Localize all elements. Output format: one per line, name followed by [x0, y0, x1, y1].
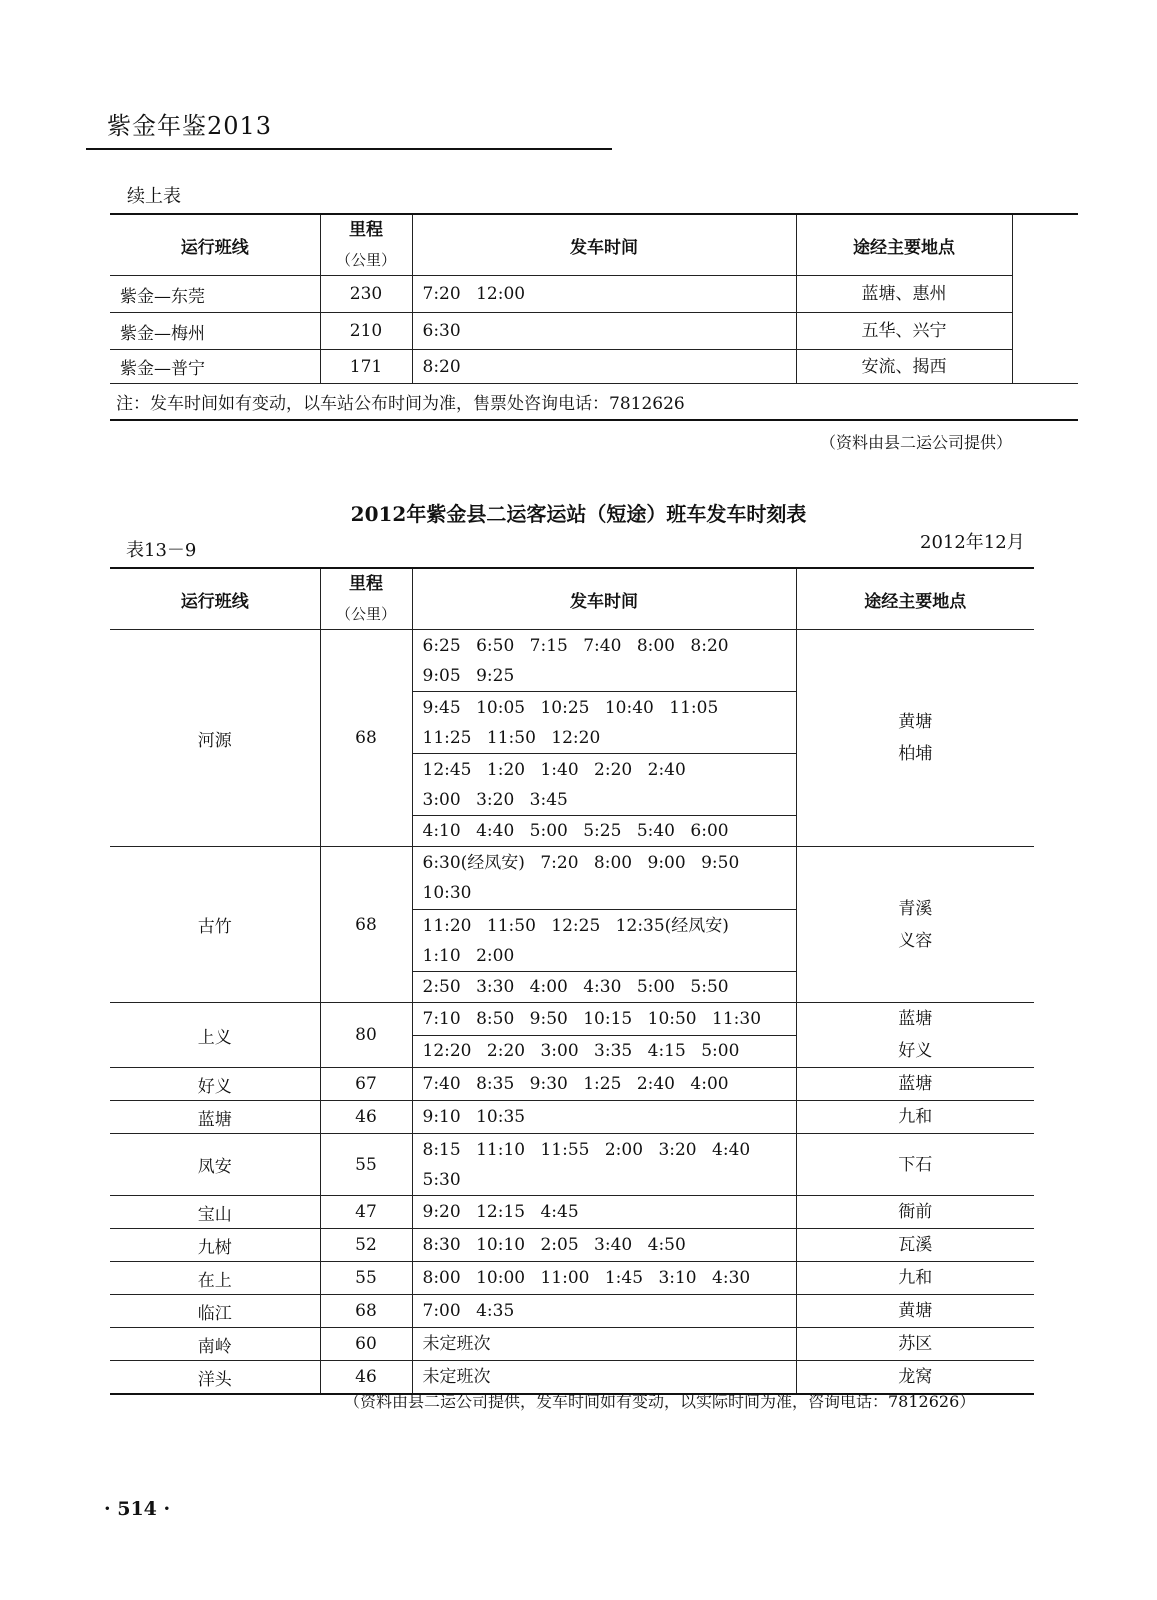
times-line: 10:30 — [422, 883, 472, 903]
route-cell: 洋头 — [110, 1361, 320, 1395]
table-continued — [110, 213, 1078, 421]
times-line: 5:30 — [422, 1169, 461, 1190]
via-line: 黄塘 — [898, 712, 933, 732]
note-row — [110, 384, 1078, 420]
times-cell: 8:20 — [412, 350, 796, 384]
via-cell: 黄塘 — [796, 1295, 1034, 1328]
via-cell — [796, 847, 1034, 1003]
times-cell: 2:50 3:30 4:00 4:30 5:00 5:50 — [412, 972, 796, 1003]
header-mileage-unit: （公里） — [335, 251, 396, 269]
route-cell: 九树 — [110, 1229, 320, 1262]
via-line: 柏埔 — [898, 744, 933, 764]
times-line: 8:15 11:10 11:55 2:00 3:20 4:40 — [422, 1139, 751, 1160]
header-via: 途经主要地点 — [796, 568, 1034, 630]
times-cell: 6:30 — [412, 313, 796, 350]
header-mileage-label: 里程 — [349, 220, 383, 240]
times-cell: 7:20 12:00 — [412, 276, 796, 313]
source-note: （资料由县二运公司提供） — [820, 433, 1013, 452]
route-cell: 河源 — [110, 630, 320, 847]
via-cell: 蓝塘、惠州 — [796, 276, 1012, 313]
via-cell: 五华、兴宁 — [796, 313, 1012, 350]
times-line: 3:00 3:20 3:45 — [422, 789, 568, 810]
via-cell — [796, 1003, 1034, 1068]
table1-blank-cell — [1012, 313, 1078, 350]
mileage-cell: 52 — [320, 1229, 412, 1262]
table-note: 注：发车时间如有变动，以车站公布时间为准，售票处咨询电话：7812626 — [110, 384, 1078, 420]
times-line: 9:45 10:05 10:25 10:40 11:05 — [422, 697, 719, 718]
via-line: 好义 — [898, 1041, 933, 1061]
route-cell: 紫金—东莞 — [110, 276, 320, 313]
table-row — [110, 1229, 1034, 1262]
times-cell: 9:20 12:15 4:45 — [412, 1196, 796, 1229]
via-cell: 九和 — [796, 1262, 1034, 1295]
route-cell: 南岭 — [110, 1328, 320, 1361]
mileage-cell: 68 — [320, 1295, 412, 1328]
route-cell: 临江 — [110, 1295, 320, 1328]
times-cell: 4:10 4:40 5:00 5:25 5:40 6:00 — [412, 816, 796, 847]
via-cell: 龙窝 — [796, 1361, 1034, 1395]
table1-blank-corner — [1012, 214, 1078, 276]
mileage-cell: 230 — [320, 276, 412, 313]
header-rule — [86, 148, 612, 150]
via-cell: 瓦溪 — [796, 1229, 1034, 1262]
via-cell: 下石 — [796, 1134, 1034, 1196]
mileage-cell: 55 — [320, 1134, 412, 1196]
times-cell: 7:00 4:35 — [412, 1295, 796, 1328]
route-cell: 紫金—梅州 — [110, 313, 320, 350]
times-cell: 12:20 2:20 3:00 3:35 4:15 5:00 — [412, 1035, 796, 1068]
route-cell: 紫金—普宁 — [110, 350, 320, 384]
mileage-cell: 68 — [320, 847, 412, 1003]
times-cell — [412, 910, 796, 972]
times-line: 6:30(经凤安) 7:20 8:00 9:00 9:50 — [422, 853, 740, 873]
via-cell: 九和 — [796, 1101, 1034, 1134]
page-number: · 514 · — [104, 1498, 171, 1520]
table-row — [110, 1068, 1034, 1101]
mileage-cell: 67 — [320, 1068, 412, 1101]
route-cell: 宝山 — [110, 1196, 320, 1229]
times-cell — [412, 754, 796, 816]
header-route: 运行班线 — [110, 214, 320, 276]
mileage-cell: 55 — [320, 1262, 412, 1295]
continued-label: 续上表 — [127, 186, 181, 207]
times-cell: 9:10 10:35 — [412, 1101, 796, 1134]
times-line: 9:05 9:25 — [422, 665, 515, 686]
via-cell: 衙前 — [796, 1196, 1034, 1229]
via-line: 蓝塘 — [898, 1009, 933, 1029]
schedule-table — [110, 567, 1034, 1395]
header-times: 发车时间 — [412, 568, 796, 630]
times-cell — [412, 630, 796, 692]
route-cell: 上义 — [110, 1003, 320, 1068]
route-cell: 蓝塘 — [110, 1101, 320, 1134]
table-row — [110, 1003, 1034, 1036]
times-line: 6:25 6:50 7:15 7:40 8:00 8:20 — [422, 635, 729, 656]
times-cell: 未定班次 — [412, 1361, 796, 1395]
table1-blank-cell — [1012, 350, 1078, 384]
header-mileage-label: 里程 — [349, 574, 383, 594]
mileage-cell: 210 — [320, 313, 412, 350]
table-row — [110, 1328, 1034, 1361]
times-cell — [412, 847, 796, 910]
via-line: 义容 — [898, 930, 933, 951]
table-title: 2012年紫金县二运客运站（短途）班车发车时刻表 — [350, 502, 807, 526]
mileage-cell: 60 — [320, 1328, 412, 1361]
route-cell: 在上 — [110, 1262, 320, 1295]
times-cell: 8:00 10:00 11:00 1:45 3:10 4:30 — [412, 1262, 796, 1295]
header-via: 途经主要地点 — [796, 214, 1012, 276]
route-cell: 凤安 — [110, 1134, 320, 1196]
mileage-cell: 171 — [320, 350, 412, 384]
via-cell: 蓝塘 — [796, 1068, 1034, 1101]
table-row — [110, 313, 1078, 350]
table-row — [110, 350, 1078, 384]
route-cell: 古竹 — [110, 847, 320, 1003]
via-line: 青溪 — [898, 898, 933, 919]
mileage-cell: 46 — [320, 1361, 412, 1395]
header-mileage — [320, 568, 412, 630]
table-row — [110, 1295, 1034, 1328]
via-cell: 安流、揭西 — [796, 350, 1012, 384]
mileage-cell: 68 — [320, 630, 412, 847]
header-times: 发车时间 — [412, 214, 796, 276]
times-line: 1:10 2:00 — [422, 945, 515, 966]
times-cell: 7:40 8:35 9:30 1:25 2:40 4:00 — [412, 1068, 796, 1101]
table-row — [110, 1262, 1034, 1295]
header-route: 运行班线 — [110, 568, 320, 630]
times-line: 12:45 1:20 1:40 2:20 2:40 — [422, 759, 686, 780]
table-number: 表13－9 — [126, 540, 197, 561]
table-row — [110, 276, 1078, 313]
table-row — [110, 847, 1034, 910]
table-row — [110, 1101, 1034, 1134]
route-cell: 好义 — [110, 1068, 320, 1101]
via-cell: 苏区 — [796, 1328, 1034, 1361]
times-cell: 未定班次 — [412, 1328, 796, 1361]
header-mileage-unit: （公里） — [335, 605, 396, 623]
via-cell — [796, 630, 1034, 847]
times-cell — [412, 692, 796, 754]
table-row — [110, 1134, 1034, 1196]
page-header-title: 紫金年鉴2013 — [107, 112, 273, 140]
table-row — [110, 630, 1034, 692]
mileage-cell: 47 — [320, 1196, 412, 1229]
times-line: 11:25 11:50 12:20 — [422, 727, 601, 748]
times-line: 11:20 11:50 12:25 12:35(经凤安) — [422, 915, 729, 936]
mileage-cell: 46 — [320, 1101, 412, 1134]
mileage-cell: 80 — [320, 1003, 412, 1068]
source-note: （资料由县二运公司提供，发车时间如有变动，以实际时间为准，咨询电话：7812626） — [344, 1392, 976, 1411]
table-row — [110, 1196, 1034, 1229]
header-mileage — [320, 214, 412, 276]
times-cell — [412, 1134, 796, 1196]
times-cell: 7:10 8:50 9:50 10:15 10:50 11:30 — [412, 1003, 796, 1036]
table-date: 2012年12月 — [920, 532, 1025, 553]
times-cell: 8:30 10:10 2:05 3:40 4:50 — [412, 1229, 796, 1262]
table1-blank-cell — [1012, 276, 1078, 313]
